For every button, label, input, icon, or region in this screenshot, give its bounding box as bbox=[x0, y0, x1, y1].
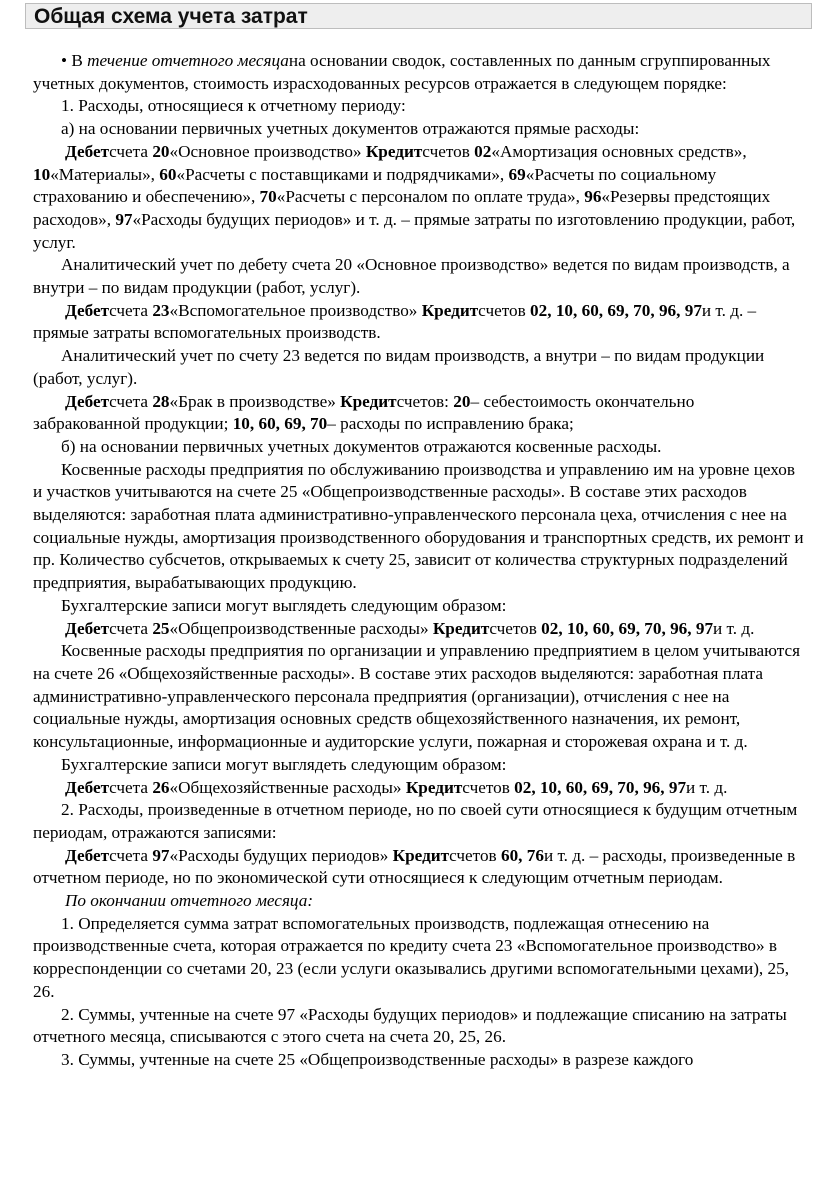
text-run: – расходы по исправлению брака; bbox=[327, 414, 574, 434]
paragraph-14 bbox=[33, 777, 805, 800]
text-run: Косвенные расходы предприятия по обслуживанию производства и управлению им на уровне цехов и участков учитываются на счете 25 «Общепроизводственные расходы». В составе этих расходов выделяются: заработная плата административно-управленческого персонала цеха, отчисления с нее на социальные нужды, амортизация производственного оборудования и транспортных средств, их ремонт и пр. Количество субсчетов, открываемых к счету 25, зависит от количества структурных подразделений предприятия, вырабатывающих продукцию. bbox=[33, 459, 804, 593]
bold-text: 02, 10, 60, 69, 70, 96, 97 bbox=[530, 300, 702, 320]
bold-text: 20 bbox=[453, 391, 471, 411]
paragraph-18 bbox=[33, 913, 805, 1004]
bold-text: Дебет bbox=[65, 141, 110, 161]
bold-text: Кредит bbox=[405, 777, 463, 797]
text-run: а) на основании первичных учетных документов отражаются прямые расходы: bbox=[61, 119, 640, 139]
text-run: счетов bbox=[449, 845, 501, 865]
paragraph-16 bbox=[33, 845, 805, 890]
paragraph-6 bbox=[33, 345, 805, 390]
text-run: 1. Определяется сумма затрат вспомогательных производств, подлежащая отнесению на производственные счета, которая отражается по кредиту счета 23 «Вспомогательное производство» в корреспонденции со счетами 20, 23 (если услуги оказывались другими вспомогательными цехами), 25, 26. bbox=[33, 913, 790, 1001]
bold-text: 70 bbox=[259, 187, 277, 207]
text-run: «Расходы будущих периодов» и т. д. – прямые затраты по изготовлению продукции, работ, услуг. bbox=[33, 209, 796, 252]
paragraph-4 bbox=[33, 254, 805, 299]
text-run: счета bbox=[109, 845, 153, 865]
paragraph-20 bbox=[33, 1049, 805, 1072]
bold-text: 02 bbox=[474, 141, 492, 161]
text-run: «Вспомогательное производство» bbox=[169, 300, 422, 320]
paragraph-7 bbox=[33, 391, 805, 436]
bold-text: Кредит bbox=[392, 845, 450, 865]
text-run: и т. д. – расходы, произведенные в отчетном периоде, но по экономической сути относящиеся к следующим отчетным периодам. bbox=[33, 845, 796, 888]
text-run: 2. Суммы, учтенные на счете 97 «Расходы будущих периодов» и подлежащие списанию на затраты отчетного месяца, списываются с этого счета на счета 20, 25, 26. bbox=[33, 1004, 787, 1047]
bold-text: 02, 10, 60, 69, 70, 96, 97 bbox=[541, 618, 714, 638]
text-run: счета bbox=[109, 391, 153, 411]
bold-text: Дебет bbox=[65, 300, 110, 320]
text-run: б) на основании первичных учетных документов отражаются косвенные расходы. bbox=[61, 436, 662, 456]
text-run: 2. Расходы, произведенные в отчетном периоде, но по своей сути относящиеся к будущим отчетным периодам, отражаются записями: bbox=[33, 800, 798, 842]
text-run: «Расчеты с поставщиками и подрядчиками», bbox=[176, 164, 509, 184]
italic-text: течение отчетного месяца bbox=[87, 51, 289, 70]
paragraph-10 bbox=[33, 595, 805, 618]
paragraph-12 bbox=[33, 640, 805, 754]
bold-text: Кредит bbox=[432, 618, 490, 638]
text-run: • В bbox=[61, 51, 88, 70]
bold-text: Кредит bbox=[340, 391, 397, 411]
italic-text: По окончании отчетного месяца: bbox=[65, 891, 314, 911]
text-run: – себестоимость окончательно забракованной продукции; bbox=[33, 391, 695, 434]
text-run: «Общехозяйственные расходы» bbox=[169, 777, 406, 797]
bold-text: 10, 60, 69, 70 bbox=[232, 414, 328, 434]
paragraph-17 bbox=[33, 890, 805, 913]
text-run: счетов bbox=[422, 141, 475, 161]
text-run: «Резервы предстоящих расходов», bbox=[33, 187, 771, 229]
text-run: Бухгалтерские записи могут выглядеть следующим образом: bbox=[61, 754, 507, 774]
text-run: «Расходы будущих периодов» bbox=[169, 845, 393, 865]
text-run: счетов bbox=[478, 300, 531, 320]
paragraph-8 bbox=[33, 436, 805, 459]
bold-text: 60, 76 bbox=[500, 845, 544, 865]
bold-text: 60 bbox=[159, 164, 177, 184]
bold-text: 25 bbox=[152, 618, 170, 638]
text-run: и т. д. bbox=[686, 777, 728, 797]
text-run: на основании сводок, составленных по данным сгруппированных учетных документов, стоимость израсходованных ресурсов отражается в следующем порядке: bbox=[33, 51, 771, 93]
bold-text: 23 bbox=[152, 300, 170, 320]
bold-text: 69 bbox=[508, 164, 526, 184]
text-run: Аналитический учет по дебету счета 20 «Основное производство» ведется по видам производств, а внутри – по видам продукции (работ, услуг). bbox=[33, 255, 790, 298]
bold-text: 20 bbox=[152, 141, 170, 161]
paragraph-15 bbox=[33, 799, 805, 844]
text-run: счетов bbox=[489, 618, 542, 638]
text-run: Косвенные расходы предприятия по организации и управлению предприятием в целом учитываются на счете 26 «Общехозяйственные расходы». В составе этих расходов выделяются: заработная плата административно-управленческого персонала предприятия (организации), отчисления с нее на социальные нужды, амортизация основных средств общехозяйственного назначения, их ремонт, консультационные, информационные и аудиторские услуги, пожарная и сторожевая охрана и т. д. bbox=[33, 641, 801, 752]
bold-text: Дебет bbox=[65, 777, 110, 797]
paragraph-0 bbox=[33, 50, 805, 95]
bold-text: 26 bbox=[152, 777, 170, 797]
bold-text: 10 bbox=[33, 164, 51, 184]
text-run: «Материалы», bbox=[50, 164, 160, 184]
paragraph-1 bbox=[33, 95, 805, 118]
bold-text: 97 bbox=[115, 209, 133, 229]
bold-text: 02, 10, 60, 69, 70, 96, 97 bbox=[514, 777, 687, 797]
title-bar bbox=[25, 3, 812, 29]
paragraph-3 bbox=[33, 141, 805, 255]
text-run: Аналитический учет по счету 23 ведется по видам производств, а внутри – по видам продукции (работ, услуг). bbox=[33, 346, 765, 388]
text-run: счета bbox=[109, 300, 153, 320]
text-run: счета bbox=[109, 618, 153, 638]
paragraph-19 bbox=[33, 1004, 805, 1049]
text-run: «Амортизация основных средств», bbox=[491, 141, 747, 161]
bold-text: Дебет bbox=[65, 845, 110, 865]
bold-text: Кредит bbox=[421, 300, 479, 320]
text-run: счета bbox=[109, 141, 153, 161]
page-title: Общая схема учета затрат bbox=[34, 5, 308, 28]
bold-text: 97 bbox=[152, 845, 170, 865]
paragraph-13 bbox=[33, 754, 805, 777]
text-run: «Расчеты с персоналом по оплате труда», bbox=[276, 187, 585, 207]
text-run: счетов: bbox=[396, 391, 454, 411]
text-run: и т. д. – прямые затраты вспомогательных производств. bbox=[33, 300, 757, 343]
paragraph-9 bbox=[33, 459, 805, 595]
paragraph-2 bbox=[33, 118, 805, 141]
document-body bbox=[33, 50, 805, 1072]
text-run: и т. д. bbox=[713, 618, 755, 638]
bold-text: 96 bbox=[584, 187, 602, 207]
paragraph-11 bbox=[33, 618, 805, 641]
text-run: «Основное производство» bbox=[169, 141, 366, 161]
text-run: 3. Суммы, учтенные на счете 25 «Общепроизводственные расходы» в разрезе каждого bbox=[61, 1049, 694, 1069]
bold-text: 28 bbox=[152, 391, 170, 411]
bold-text: Дебет bbox=[65, 618, 110, 638]
text-run: счета bbox=[109, 777, 153, 797]
text-run: «Расчеты по социальному страхованию и обеспечению», bbox=[33, 164, 717, 207]
text-run: «Общепроизводственные расходы» bbox=[169, 618, 433, 638]
text-run: «Брак в производстве» bbox=[169, 391, 341, 411]
bold-text: Кредит bbox=[365, 141, 423, 161]
text-run: счетов bbox=[462, 777, 515, 797]
text-run: Бухгалтерские записи могут выглядеть следующим образом: bbox=[61, 595, 507, 615]
bold-text: Дебет bbox=[65, 391, 110, 411]
paragraph-5 bbox=[33, 300, 805, 345]
text-run: 1. Расходы, относящиеся к отчетному периоду: bbox=[61, 96, 406, 116]
